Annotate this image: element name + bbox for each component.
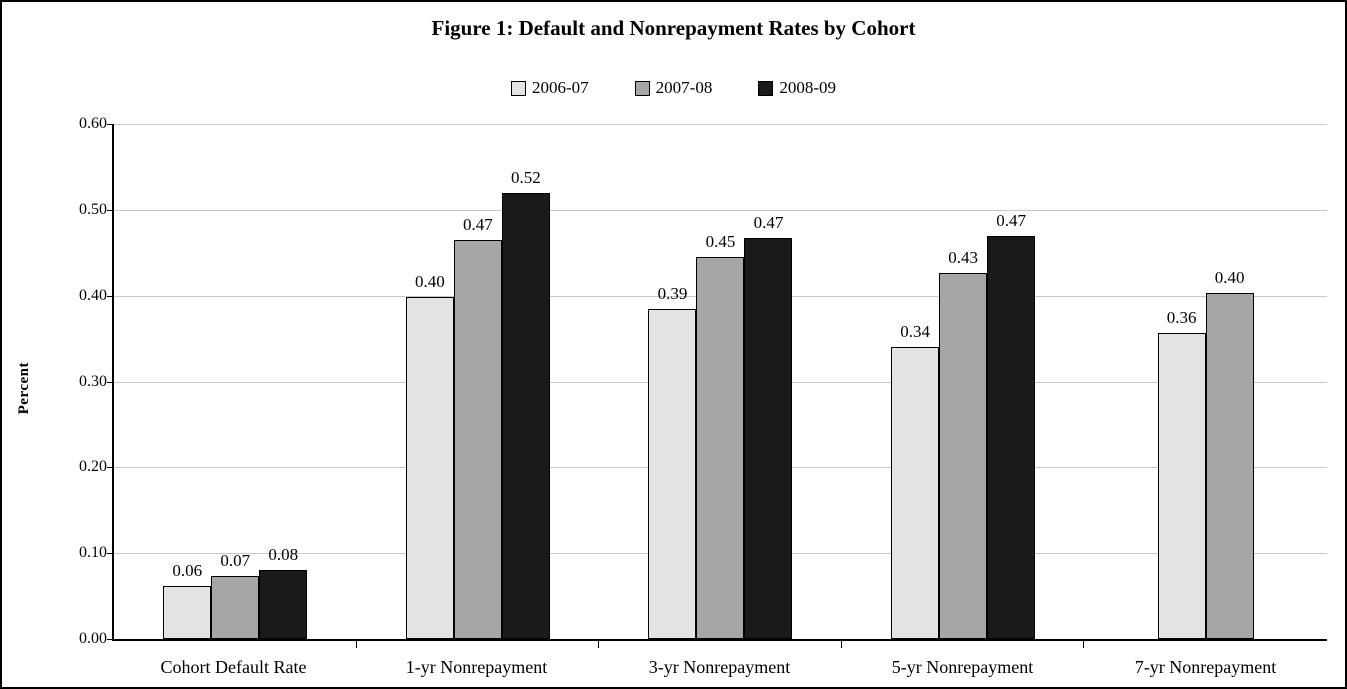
bar-value-label: 0.45	[705, 232, 736, 252]
bar-value-label: 0.52	[511, 167, 541, 187]
bar	[1206, 268, 1254, 639]
bar-value-label: 0.39	[657, 283, 688, 303]
bar-value-label: 0.47	[463, 214, 493, 234]
x-axis-category-label: 5-yr Nonrepayment	[891, 657, 1034, 677]
bar	[648, 283, 696, 639]
bar-value-label: 0.34	[900, 322, 930, 342]
x-axis-category-label: 3-yr Nonrepayment	[648, 657, 791, 677]
bar-group-bars	[406, 124, 550, 639]
x-axis-tick-mark	[1083, 639, 1084, 648]
bar	[744, 213, 792, 639]
bar-value-label: 0.40	[415, 272, 445, 292]
x-axis-tick-mark	[841, 639, 842, 648]
y-axis-tick-mark	[107, 639, 114, 640]
y-axis-title: Percent	[16, 362, 32, 415]
bar	[1158, 308, 1206, 639]
y-axis-tick-label: 0.30	[79, 372, 107, 390]
bar	[163, 560, 211, 639]
x-axis-category-label: 7-yr Nonrepayment	[1134, 657, 1277, 677]
bar-group-bars	[163, 124, 307, 639]
y-axis-tick-label: 0.50	[79, 200, 107, 218]
x-axis-tick-mark	[356, 639, 357, 648]
bar-value-label: 0.36	[1166, 308, 1197, 328]
y-axis-tick-label: 0.60	[79, 115, 107, 132]
bar	[502, 167, 550, 639]
bar-groups	[114, 124, 1327, 639]
legend-item-0	[511, 78, 589, 98]
x-axis-labels	[112, 650, 1327, 686]
y-axis-tick-label: 0.20	[79, 458, 107, 476]
bar-group	[599, 124, 842, 639]
bar-group	[114, 124, 357, 639]
bar-value-label: 0.43	[948, 247, 978, 267]
bar-value-label: 0.47	[753, 213, 784, 233]
bar-group	[357, 124, 600, 639]
plot-area	[79, 115, 1327, 647]
legend-label-0: 2006-07	[531, 78, 589, 97]
bar	[891, 322, 939, 639]
legend-label-2: 2008-09	[779, 78, 836, 97]
y-axis-tick-mark	[107, 210, 114, 211]
legend-swatch-0	[511, 81, 526, 96]
bar-group	[842, 124, 1085, 639]
bar	[406, 272, 454, 639]
x-axis-category-label: 1-yr Nonrepayment	[405, 657, 548, 677]
x-axis-tick-mark	[598, 639, 599, 648]
y-axis-tick-label: 0.40	[79, 286, 107, 304]
chart-title: Figure 1: Default and Nonrepayment Rates by Cohort	[431, 16, 916, 40]
bar-group-bars	[1158, 124, 1254, 639]
bar-group-bars	[648, 124, 792, 639]
bar-group-bars	[891, 124, 1035, 639]
y-axis-tick-label: 0.10	[79, 544, 107, 562]
y-axis-tick-label: 0.00	[79, 630, 107, 647]
bar	[454, 214, 502, 639]
bar	[939, 247, 987, 640]
legend-swatch-1	[635, 81, 650, 96]
y-axis-tick-mark	[107, 553, 114, 554]
chart-legend	[2, 78, 1345, 98]
bar-value-label: 0.40	[1214, 268, 1245, 288]
legend-label-1: 2007-08	[655, 78, 713, 97]
y-axis-tick-mark	[107, 382, 114, 383]
plot-wrapper	[2, 112, 1347, 687]
y-axis-tick-mark	[107, 124, 114, 125]
bar	[696, 232, 744, 639]
bar-value-label: 0.47	[996, 210, 1026, 230]
bar-value-label: 0.07	[220, 551, 251, 571]
bar-value-label: 0.08	[268, 545, 299, 565]
bar-value-label: 0.06	[172, 560, 203, 580]
y-axis-tick-mark	[107, 467, 114, 468]
y-axis-tick-mark	[107, 296, 114, 297]
bar	[259, 545, 307, 639]
bar	[987, 210, 1035, 639]
bar-group	[1084, 124, 1327, 639]
legend-item-2	[758, 78, 836, 98]
legend-swatch-2	[758, 81, 773, 96]
x-axis-category-label: Cohort Default Rate	[160, 657, 307, 677]
bar	[211, 551, 259, 639]
legend-item-1	[635, 78, 713, 98]
